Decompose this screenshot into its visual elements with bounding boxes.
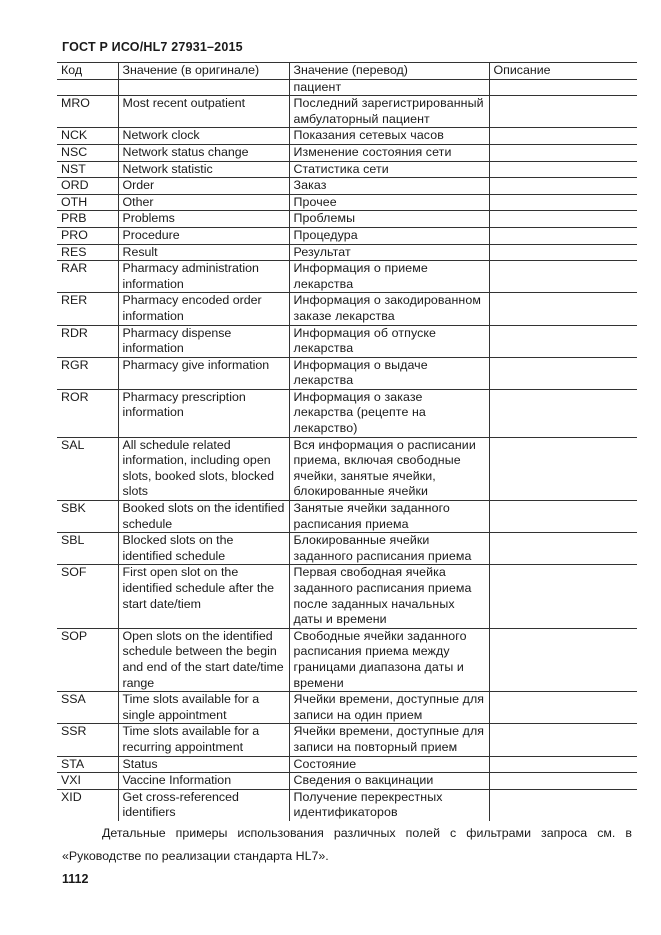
- cell-code: SBK: [57, 501, 118, 533]
- cell-original: Result: [118, 244, 289, 261]
- cell-translation: Информация о выдаче лекарства: [289, 357, 489, 389]
- cell-code: SSA: [57, 692, 118, 724]
- cell-translation: пациент: [289, 79, 489, 96]
- cell-description: [489, 261, 637, 293]
- cell-translation: Информация о приеме лекарства: [289, 261, 489, 293]
- cell-original: Time slots available for a single appointment: [118, 692, 289, 724]
- table-row: [57, 533, 637, 565]
- cell-description: [489, 79, 637, 96]
- cell-translation: Занятые ячейки заданного расписания приема: [289, 501, 489, 533]
- cell-code: NST: [57, 161, 118, 178]
- cell-description: [489, 501, 637, 533]
- cell-translation: Первая свободная ячейка заданного расписания приема после заданных начальных даты и времени: [289, 565, 489, 628]
- cell-description: [489, 773, 637, 790]
- column-header-original: Значение (в оригинале): [118, 63, 289, 80]
- table-row: [57, 628, 637, 691]
- table-row: [57, 211, 637, 228]
- table-header-row: [57, 63, 637, 80]
- cell-code: ROR: [57, 389, 118, 437]
- cell-code: NCK: [57, 128, 118, 145]
- cell-translation: Последний зарегистрированный амбулаторный пациент: [289, 96, 489, 128]
- cell-translation: Получение перекрестных идентификаторов: [289, 789, 489, 821]
- cell-description: [489, 565, 637, 628]
- table-row: [57, 565, 637, 628]
- cell-translation: Информация о закодированном заказе лекарства: [289, 293, 489, 325]
- cell-code: RDR: [57, 325, 118, 357]
- page-number: 1112: [62, 872, 89, 886]
- cell-translation: Заказ: [289, 178, 489, 195]
- cell-description: [489, 178, 637, 195]
- cell-original: Booked slots on the identified schedule: [118, 501, 289, 533]
- table-row: [57, 357, 637, 389]
- table-row: [57, 756, 637, 773]
- table-row: [57, 724, 637, 756]
- cell-original: Other: [118, 194, 289, 211]
- cell-translation: Прочее: [289, 194, 489, 211]
- cell-translation: Процедура: [289, 227, 489, 244]
- table-row: [57, 244, 637, 261]
- cell-translation: Ячейки времени, доступные для записи на повторный прием: [289, 724, 489, 756]
- table-row: [57, 789, 637, 821]
- cell-code: OTH: [57, 194, 118, 211]
- cell-translation: Показания сетевых часов: [289, 128, 489, 145]
- table-row: [57, 144, 637, 161]
- cell-translation: Результат: [289, 244, 489, 261]
- cell-description: [489, 161, 637, 178]
- cell-description: [489, 144, 637, 161]
- cell-code: SOF: [57, 565, 118, 628]
- cell-translation: Ячейки времени, доступные для записи на один прием: [289, 692, 489, 724]
- cell-code: XID: [57, 789, 118, 821]
- cell-original: Vaccine Information: [118, 773, 289, 790]
- table-row: [57, 773, 637, 790]
- cell-translation: Состояние: [289, 756, 489, 773]
- cell-description: [489, 211, 637, 228]
- table-row: [57, 178, 637, 195]
- table-row: [57, 128, 637, 145]
- cell-code: SBL: [57, 533, 118, 565]
- cell-description: [489, 756, 637, 773]
- cell-translation: Изменение состояния сети: [289, 144, 489, 161]
- cell-description: [489, 325, 637, 357]
- cell-original: Blocked slots on the identified schedule: [118, 533, 289, 565]
- cell-description: [489, 437, 637, 500]
- table-row: [57, 227, 637, 244]
- column-header-code: Код: [57, 63, 118, 80]
- cell-description: [489, 128, 637, 145]
- cell-description: [489, 244, 637, 261]
- cell-description: [489, 789, 637, 821]
- cell-description: [489, 724, 637, 756]
- table-body: [57, 79, 637, 821]
- code-table: [57, 62, 637, 821]
- cell-original: Open slots on the identified schedule between the begin and end of the start date/time range: [118, 628, 289, 691]
- table-row: [57, 194, 637, 211]
- cell-description: [489, 628, 637, 691]
- cell-description: [489, 692, 637, 724]
- cell-description: [489, 194, 637, 211]
- cell-original: Procedure: [118, 227, 289, 244]
- cell-code: VXI: [57, 773, 118, 790]
- table-row: [57, 261, 637, 293]
- table-row: [57, 96, 637, 128]
- cell-translation: Статистика сети: [289, 161, 489, 178]
- cell-original: Order: [118, 178, 289, 195]
- cell-code: RER: [57, 293, 118, 325]
- cell-code: PRB: [57, 211, 118, 228]
- cell-original: Network clock: [118, 128, 289, 145]
- table-row: [57, 79, 637, 96]
- cell-original: First open slot on the identified schedule after the start date/tiem: [118, 565, 289, 628]
- cell-original: [118, 79, 289, 96]
- cell-description: [489, 533, 637, 565]
- cell-original: Status: [118, 756, 289, 773]
- table-row: [57, 325, 637, 357]
- column-header-description: Описание: [489, 63, 637, 80]
- cell-original: Pharmacy give information: [118, 357, 289, 389]
- footnote: Детальные примеры использования различных полей с фильтрами запроса см. в «Руководстве по реализации стандарта HL7».: [62, 826, 632, 863]
- cell-code: SSR: [57, 724, 118, 756]
- table-row: [57, 389, 637, 437]
- cell-description: [489, 389, 637, 437]
- cell-description: [489, 357, 637, 389]
- table-row: [57, 501, 637, 533]
- cell-code: ORD: [57, 178, 118, 195]
- cell-code: SAL: [57, 437, 118, 500]
- cell-original: Time slots available for a recurring appointment: [118, 724, 289, 756]
- cell-original: Most recent outpatient: [118, 96, 289, 128]
- cell-code: NSC: [57, 144, 118, 161]
- cell-original: Network statistic: [118, 161, 289, 178]
- cell-original: Pharmacy encoded order information: [118, 293, 289, 325]
- cell-translation: Информация о заказе лекарства (рецепте на лекарство): [289, 389, 489, 437]
- cell-translation: Сведения о вакцинации: [289, 773, 489, 790]
- cell-code: SOP: [57, 628, 118, 691]
- cell-translation: Блокированные ячейки заданного расписания приема: [289, 533, 489, 565]
- cell-code: STA: [57, 756, 118, 773]
- cell-description: [489, 293, 637, 325]
- column-header-translation: Значение (перевод): [289, 63, 489, 80]
- cell-translation: Информация об отпуске лекарства: [289, 325, 489, 357]
- cell-description: [489, 96, 637, 128]
- cell-code: PRO: [57, 227, 118, 244]
- table-row: [57, 293, 637, 325]
- cell-original: Pharmacy administration information: [118, 261, 289, 293]
- table-row: [57, 692, 637, 724]
- cell-code: [57, 79, 118, 96]
- cell-original: Get cross-referenced identifiers: [118, 789, 289, 821]
- cell-description: [489, 227, 637, 244]
- cell-code: MRO: [57, 96, 118, 128]
- cell-translation: Свободные ячейки заданного расписания приема между границами диапазона даты и времени: [289, 628, 489, 691]
- page-header: ГОСТ Р ИСО/HL7 27931–2015: [62, 40, 243, 54]
- cell-translation: Вся информация о расписании приема, включая свободные ячейки, занятые ячейки, блокированные ячейки: [289, 437, 489, 500]
- cell-original: Pharmacy dispense information: [118, 325, 289, 357]
- table-row: [57, 437, 637, 500]
- cell-code: RES: [57, 244, 118, 261]
- cell-original: Network status change: [118, 144, 289, 161]
- cell-translation: Проблемы: [289, 211, 489, 228]
- cell-original: Pharmacy prescription information: [118, 389, 289, 437]
- table-row: [57, 161, 637, 178]
- cell-code: RAR: [57, 261, 118, 293]
- cell-code: RGR: [57, 357, 118, 389]
- cell-original: Problems: [118, 211, 289, 228]
- cell-original: All schedule related information, including open slots, booked slots, blocked slots: [118, 437, 289, 500]
